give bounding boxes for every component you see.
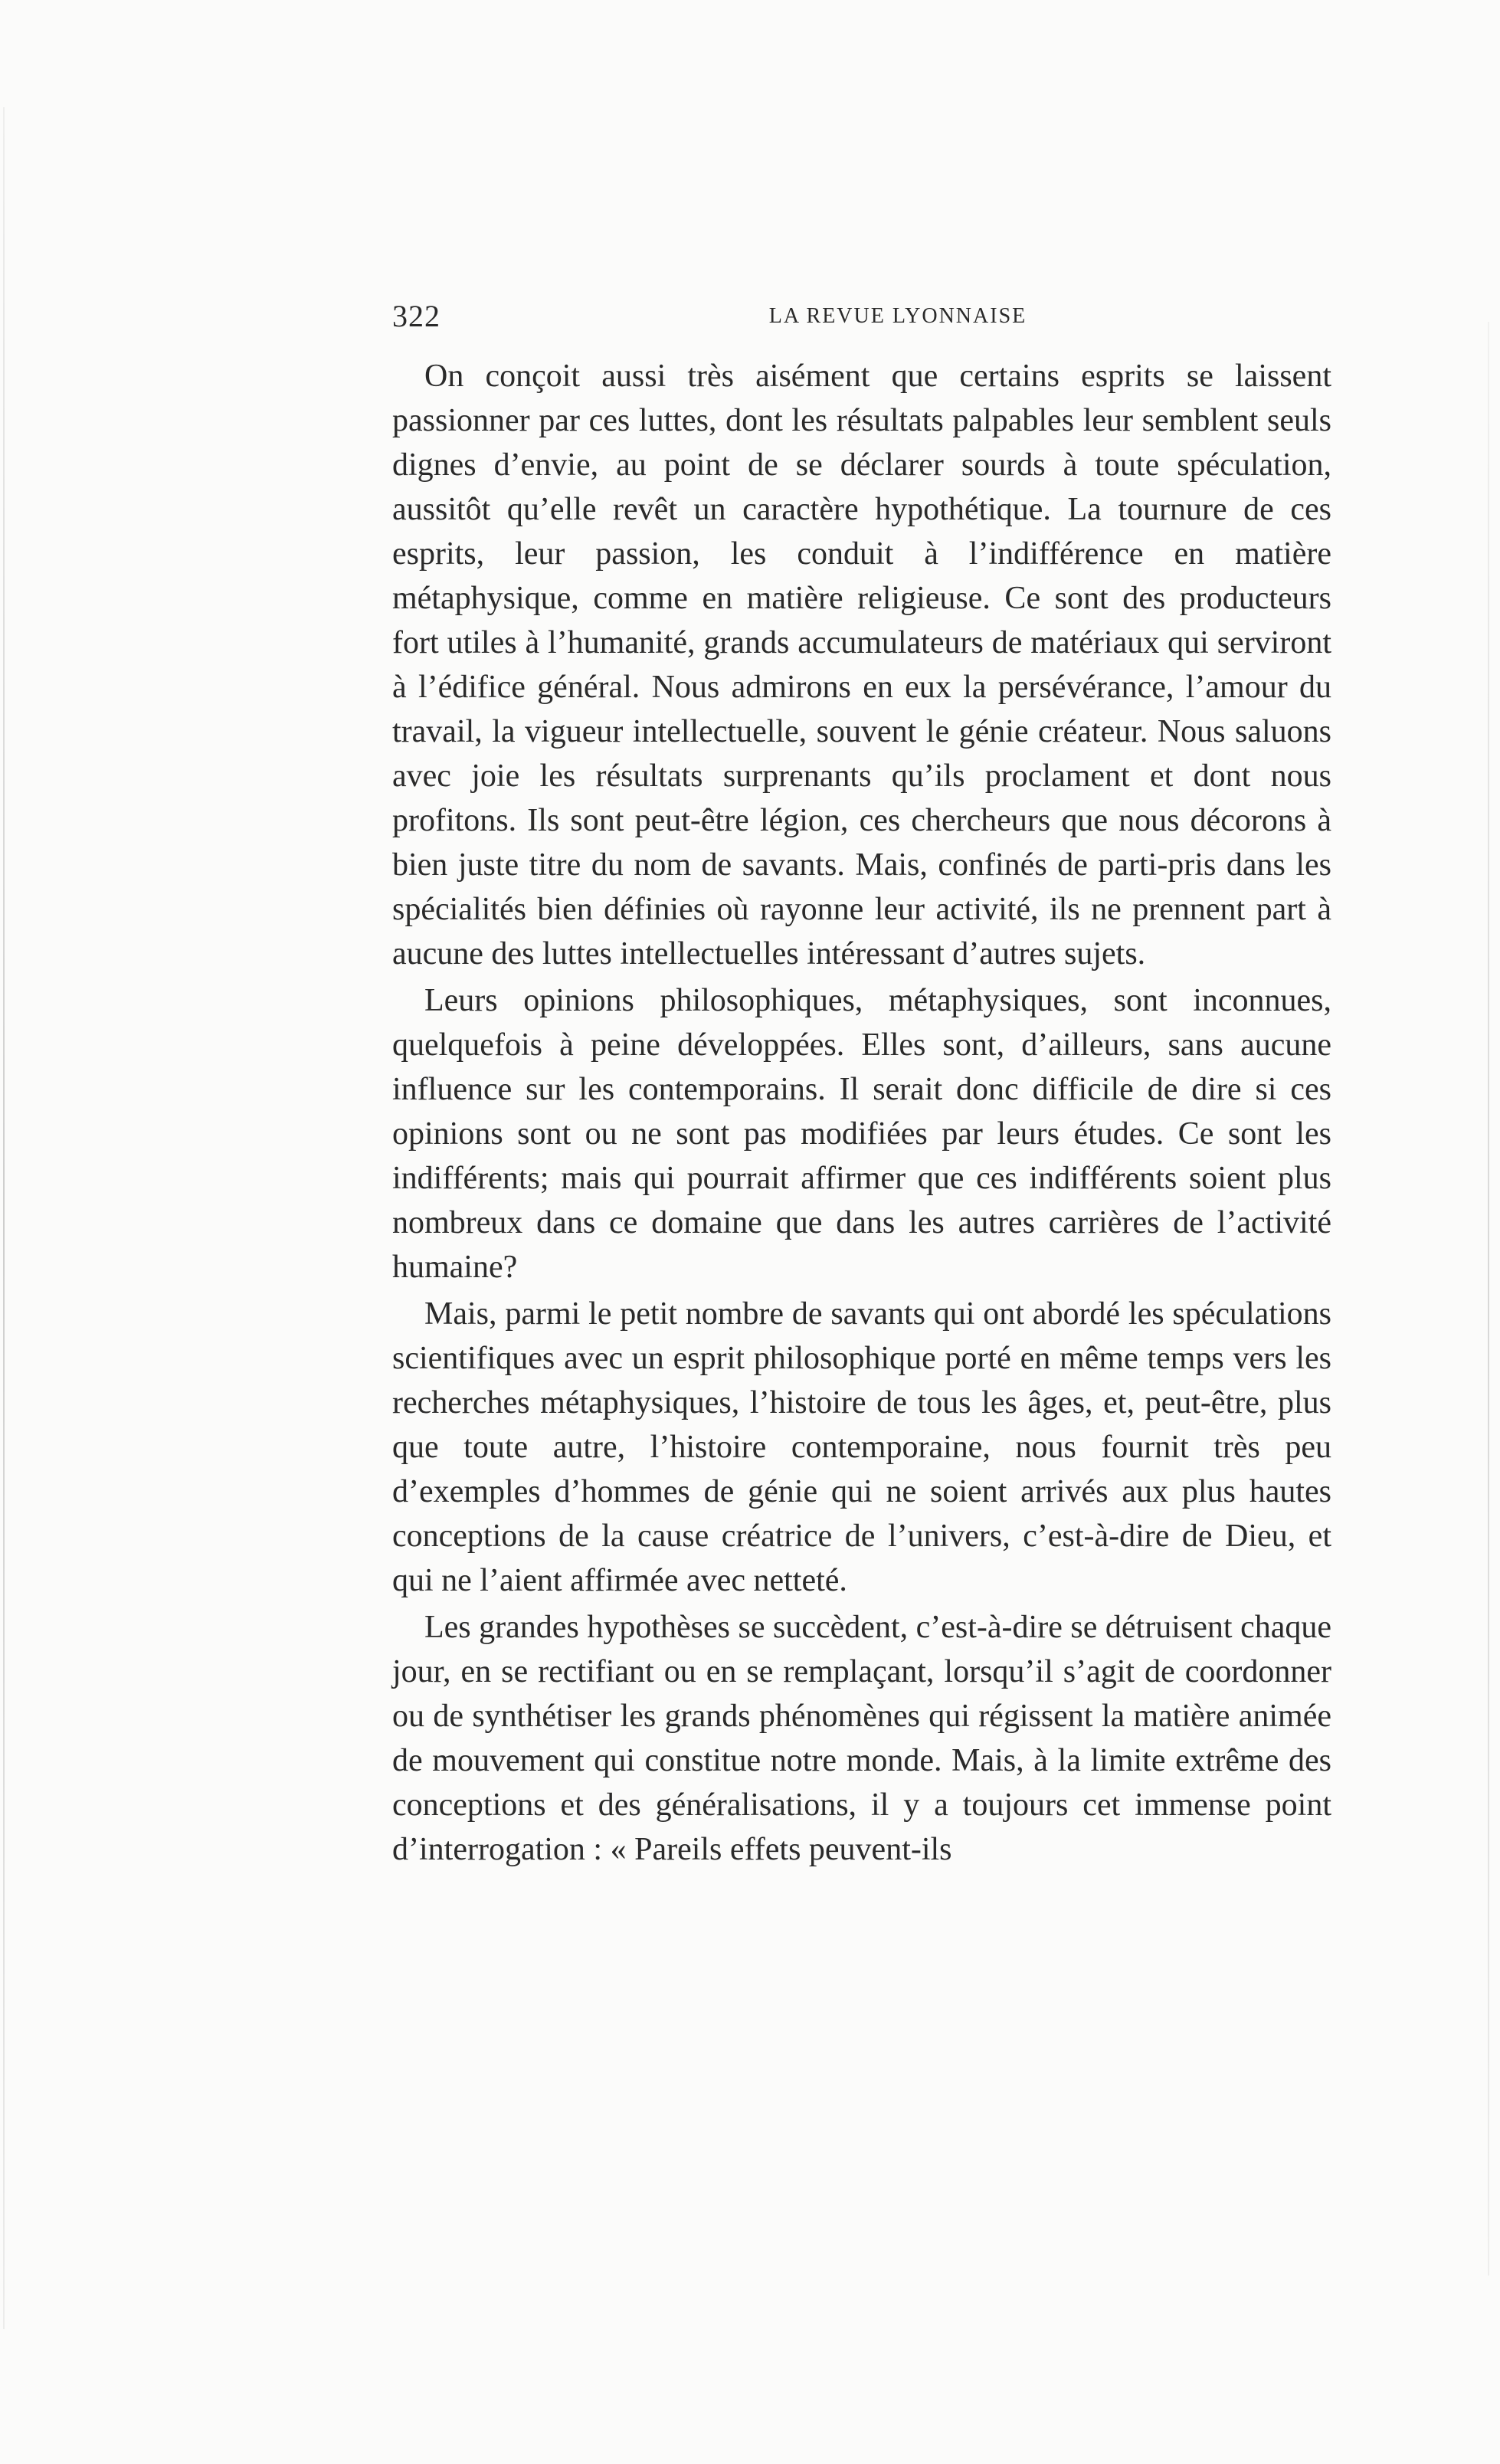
paragraph: Les grandes hypothèses se succèdent, c’est-à-dire se détruisent chaque jour, en se rectifiant ou en se remplaçant, lorsqu’il s’agit de coordonner ou de synthétiser les grands phénomènes qui régissent la matière animée de mouvement qui constitue notre monde. Mais, à la limite extrême des conceptions et des généralisations, il y a toujours cet immense point d’interrogation : « Pareils effets peuvent-ils bbox=[392, 1610, 1331, 1867]
running-title: LA REVUE LYONNAISE bbox=[768, 304, 1027, 328]
page-header bbox=[392, 293, 1331, 339]
paragraph: On conçoit aussi très aisément que certains esprits se laissent passionner par ces luttes, dont les résultats palpables leur semblent seuls dignes d’envie, au point de se déclarer sourds à toute spéculation, aussitôt qu’elle revêt un caractère hypothétique. La tournure de ces esprits, leur passion, les conduit à l’indifférence en matière métaphysique, comme en matière religieuse. Ce sont des producteurs fort utiles à l’humanité, grands accumulateurs de matériaux qui serviront à l’édifice général. Nous admirons en eux la persévérance, l’amour du travail, la vigueur intellectuelle, souvent le génie créateur. Nous saluons avec joie les résultats surprenants qu’ils proclament et dont nous profitons. Ils sont peut-être légion, ces chercheurs que nous décorons à bien juste titre du nom de savants. Mais, confinés de parti-pris dans les spécialités bien définies où rayonne leur activité, ils ne prennent part à aucune des luttes intellectuelles intéressant d’autres sujets. bbox=[392, 359, 1331, 972]
paragraph: Mais, parmi le petit nombre de savants qui ont abordé les spéculations scientifiques avec un esprit philosophique porté en même temps vers les recherches métaphysiques, l’histoire de tous les âges, et, peut-être, plus que toute autre, l’histoire contemporaine, nous fournit très peu d’exemples d’hommes de génie qui ne soient arrivés aux plus hautes conceptions de la cause créatrice de l’univers, c’est-à-dire de Dieu, et qui ne l’aient affirmée avec netteté. bbox=[392, 1296, 1331, 1598]
page-number: 322 bbox=[392, 299, 441, 333]
paragraph: Leurs opinions philosophiques, métaphysiques, sont inconnues, quelquefois à peine développées. Elles sont, d’ailleurs, sans aucune influence sur les contemporains. Il serait donc difficile de dire si ces opinions sont ou ne sont pas modifiées par leurs études. Ce sont les indifférents; mais qui pourrait affirmer que ces indifférents soient plus nombreux dans ce domaine que dans les autres carrières de l’activité humaine? bbox=[392, 983, 1331, 1285]
page-edge-right bbox=[1488, 322, 1489, 2276]
page-edge-left bbox=[3, 107, 5, 2329]
body-text bbox=[392, 354, 1331, 1874]
